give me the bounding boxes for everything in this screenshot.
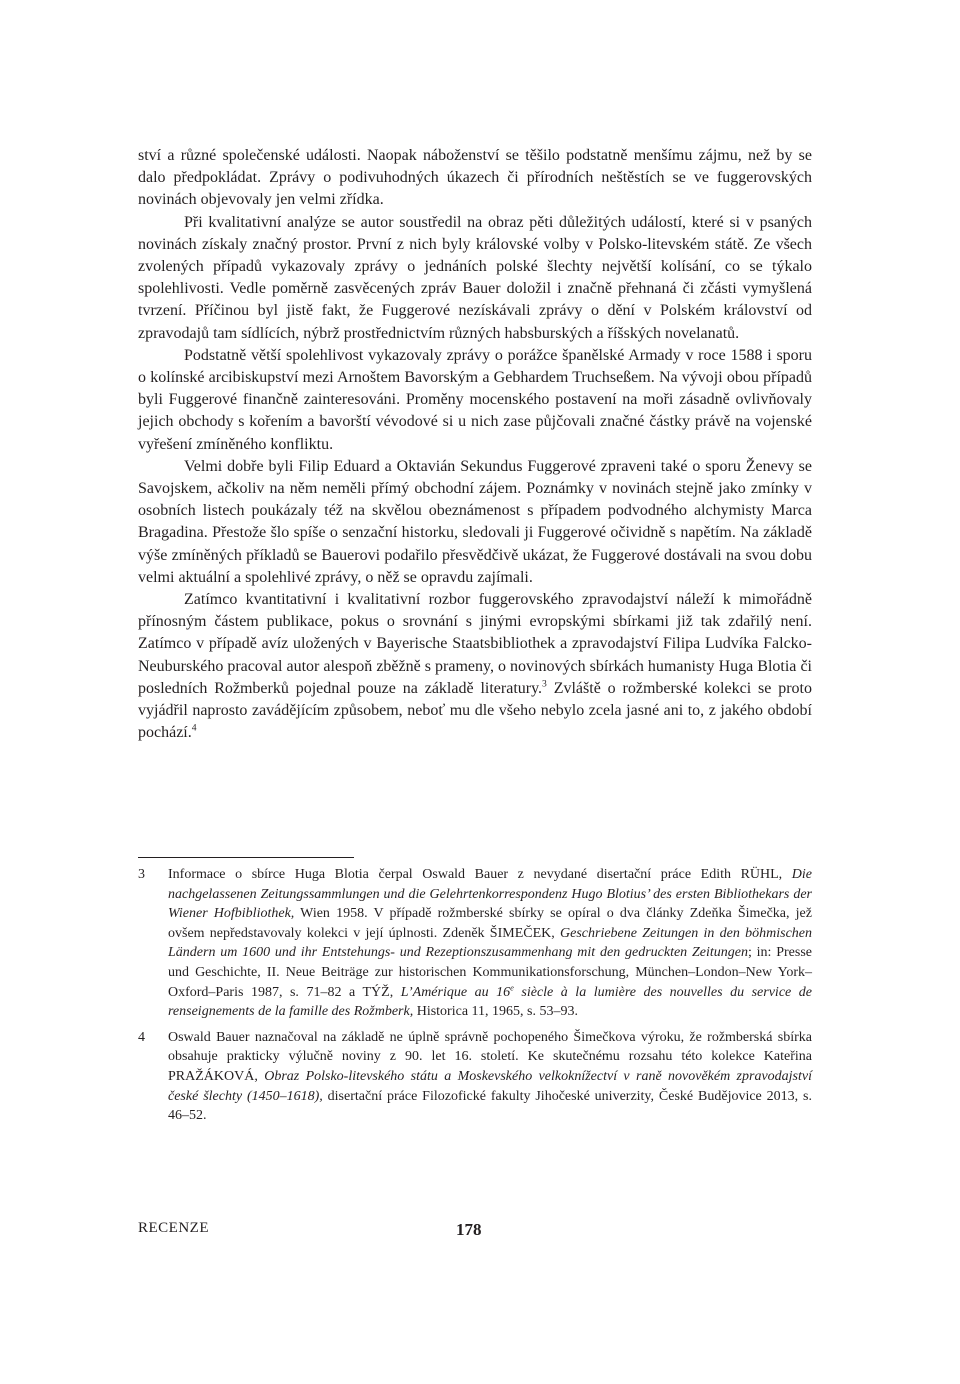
footnote-3 <box>138 865 812 1022</box>
page-number: 178 <box>456 1220 482 1239</box>
paragraph-5-part-a: Zatímco kvantitativní i kvalitativní rozbor fuggerovského zpravodajství náleží k mimořádně přínosným částem publikace, pokus o srovnání s jinými evropskými sbírkami již tak zdařilý není. Zatímco v případě avíz uložených v Bayerische Staatsbibliothek a zpravodajství Filipa Ludvíka Falcko-Neuburského pracoval autor alespoň zběžně s prameny, o novinových sbírkách humanisty Huga Blotia či posledních Rožmberků pojednal pouze na základě literatury. <box>138 591 812 697</box>
paragraph-2: Při kvalitativní analýze se autor soustředil na obraz pěti důležitých událostí, které si v psaných novinách získaly značný prostor. První z nich byly královské volby v Polsko-litevském státě. Ze všech zvolených případů vykazovaly zprávy o jednáních polské šlechty největší kolísání, co se týkalo spolehlivosti. Vedle poměrně zasvěcených zpráv Bauer doložil i značně přehnaná či zčásti vymyšlená tvrzení. Příčinou byl jistě fakt, že Fuggerové nezískávali zprávy o dění v Polském království od zpravodajů tam sídlících, nýbrž prostřednictvím různých habsburských a říšských novelanatů. <box>138 213 812 342</box>
footnote-text: Wien 1958. V případě rožmberské sbírky se opíral o dva články Zdeňka Šimečka, jež ovšem nepředstavovaly kolekci v její úplnosti. Zdeněk ŠIMEČEK, <box>168 906 812 941</box>
paragraph-1: ství a různé společenské události. Naopak náboženství se těšilo podstatně menšímu zájmu, než by se dalo předpokládat. Zprávy o podivuhodných úkazech či přírodních neštěstích se ve fuggerovských novinách objevovaly jen velmi zřídka. <box>138 147 812 209</box>
main-text <box>138 145 812 744</box>
footnote-italic-title: Geschriebene Zeitungen in den böhmischen Ländern um 1600 und ihr Entstehungs- und Rezeptionszusammenhang mit den gedruckten Zeitungen <box>168 925 812 961</box>
paragraph-4: Velmi dobře byli Filip Eduard a Oktavián Sekundus Fuggerové zpraveni také o sporu Ženevy se Savojskem, ačkoliv na něm neměli přímý obchodní zájem. Poznámky v novinách stejně jako zmínky v osobních listech poukázaly též na skvělou obeznámenost s případem podvodného alchymisty Marca Bragadina. Přestože šlo spíše o senzační historku, sledovali ji Fuggerové očividně s napětím. Na základě výše zmíněných příkladů se Bauerovi podařilo přesvědčivě ukázat, že Fuggerové dostávali na svou dobu velmi aktuální a spolehlivé zprávy, o něž se opravdu zajímali. <box>138 457 812 586</box>
paragraph-5 <box>138 589 812 744</box>
footnote-text: Oswald Bauer naznačoval na základě ne úplně správně pochopeného Šimečkova výroku, že rožmberská sbírka obsahuje prakticky výlučně noviny z 90. let 16. století. Ke skutečnému rozsahu této kolekce Kateřina PRAŽÁKOVÁ, <box>168 1029 812 1084</box>
paragraph-3: Podstatně větší spolehlivost vykazovaly zprávy o porážce španělské Armady v roce 1588 i sporu o kolínské arcibiskupství mezi Arnoštem Bavorským a Gebhardem Truchseßem. Na vývoji obou případů byli Fuggerové finančně zainteresováni. Proměny mocenského postavení na moři zásadně ovlivňovaly jejich obchody s kořením a bavorští vévodové si u nich zase půjčovali značné částky právě na vojenské vyřešení zmíněného konfliktu. <box>138 346 812 453</box>
footnote-ref-4[interactable]: 4 <box>191 722 197 734</box>
footnotes <box>138 865 812 1132</box>
footnote-divider <box>138 857 354 858</box>
footnote-text: ; in: Presse und Geschichte, II. Neue Beiträge zur historischen Kommunikationsforschung, München–London–New York–Oxford–Paris 1987, s. 71–82 a TÝŽ, <box>168 945 812 1000</box>
footnote-italic-part: L’Amérique au 16 <box>400 984 511 1000</box>
footnote-text: Informace o sbírce Huga Blotia čerpal Oswald Bauer z nevydané disertační práce Edith RÜHL, <box>168 867 792 882</box>
footnote-superscript: e <box>510 982 514 992</box>
footnote-ref-3[interactable]: 3 <box>542 678 547 690</box>
footnote-text: Historica 11, 1965, s. 53–93. <box>413 1004 578 1020</box>
footnote-italic-title: Die nachgelassenen Zeitungssammlungen und die Gelehrtenkorrespondenz Hugo Blotius’ des ersten Bibliothekars der Wiener Hofbibliothek, <box>168 867 812 922</box>
footnote-number: 4 <box>138 1029 145 1045</box>
section-label: RECENZE <box>138 1220 209 1236</box>
paragraph-5-part-b: Zvláště o rožmberské kolekci se proto vyjádřil naprosto zavádějícím způsobem, neboť mu dle všeho nebylo zcela jasné ani to, z jakého období pochází. <box>138 679 812 742</box>
footnote-4 <box>138 1028 812 1126</box>
footnote-italic-title: Obraz Polsko-litevského státu a Moskevského velkoknížectví v raně novověkém zpravodajství české šlechty (1450–1618), <box>168 1068 812 1104</box>
footnote-number: 3 <box>138 867 145 882</box>
footnote-text: disertační práce Filozofické fakulty Jihočeské univerzity, České Budějovice 2013, s. 46–52. <box>168 1088 812 1124</box>
footnote-italic-part: siècle à la lumière des nouvelles du service de renseignements de la famille des Rožmberk, <box>168 984 812 1020</box>
